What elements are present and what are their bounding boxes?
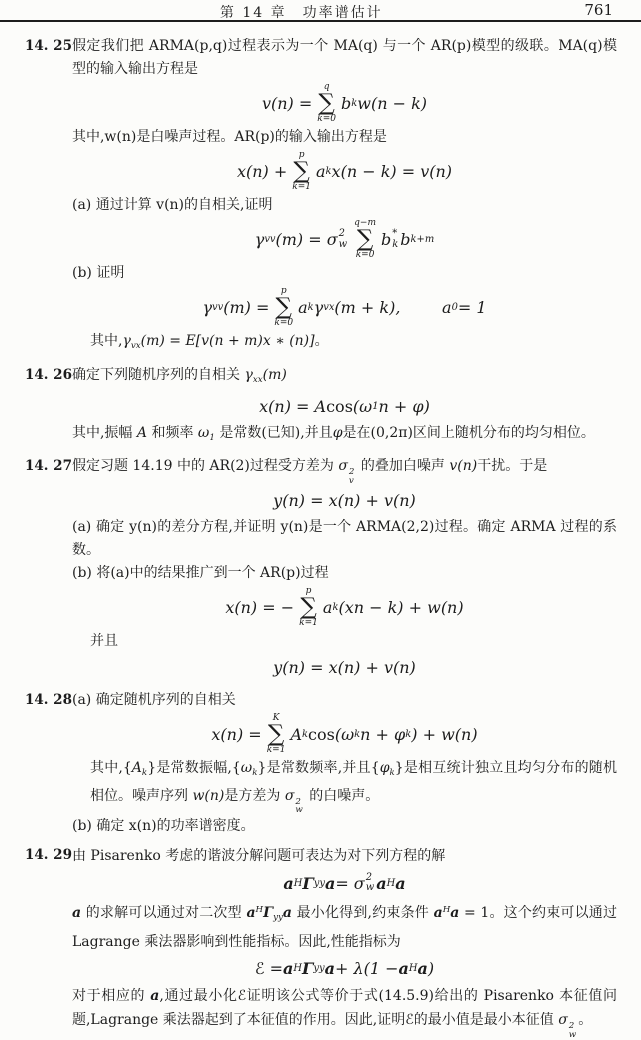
closing-paragraph: 对于相应的 a,通过最小化ℰ证明该公式等价于式(14.5.9)给出的 Pisarenko 本征值问题,Lagrange 乘法器起到了本征值的作用。因此,证明ℰ的最小值是最小本征值 σ 2 w 。 xyxy=(71,987,617,1040)
page-number: 761 xyxy=(584,1,613,19)
display-formula-autocorr: γ vv (m) = σ 2 w q−m ∑ k=0 b * k b k+m xyxy=(254,218,435,260)
problem-14-27 xyxy=(25,455,617,683)
display-formula-harmonics: x(n) = K ∑ k=1 A k cos (ω k n + φ k ) + w(n) xyxy=(211,712,478,755)
problem-intro: 确定下列随机序列的自相关 γxx(m) xyxy=(71,366,287,385)
display-formula-sum-noise-2: y(n) = x(n) + v(n) xyxy=(273,658,416,678)
problem-number: 14. 25 xyxy=(25,38,72,54)
problem-number: 14. 28 xyxy=(25,691,72,708)
formula-note: 其中,{Ak}是常数振幅,{ωk}是常数频率,并且{φk}是相互统计独立且均匀分布的随机相位。噪声序列 w(n)是方差为 σ 2 w 的白噪声。 xyxy=(89,759,618,816)
formula-note: 其中,w(n)是白噪声过程。AR(p)的输入输出方程是 xyxy=(71,129,387,145)
sub-item-a: (a) 通过计算 v(n)的自相关,证明 xyxy=(71,197,273,213)
problem-intro: (a) 确定随机序列的自相关 xyxy=(71,691,236,708)
problem-intro: 假定我们把 ARMA(p,q)过程表示为一个 MA(q) 与一个 AR(p)模型的级联。MA(q)模型的输入输出方程是 xyxy=(71,38,617,77)
display-formula-sum-noise: y(n) = x(n) + v(n) xyxy=(273,491,416,511)
page-header xyxy=(0,0,641,20)
sub-item-b: (b) 将(a)中的结果推广到一个 AR(p)过程 xyxy=(71,564,329,581)
problem-number: 14. 27 xyxy=(25,458,72,475)
problem-body xyxy=(72,844,617,1039)
problem-body xyxy=(72,364,617,450)
sub-item-b: (b) 确定 x(n)的功率谱密度。 xyxy=(71,818,255,835)
problem-14-25 xyxy=(25,35,617,358)
problem-number: 14. 26 xyxy=(25,366,72,383)
problem-14-26 xyxy=(25,364,617,450)
sub-item-b: (b) 证明 xyxy=(71,265,125,281)
display-formula-eigen: a H Γ yy a = σ 2 w a H a xyxy=(283,872,406,894)
problem-body xyxy=(72,35,617,358)
formula-note: 其中,γvx(m) = E[v(n + m)x ∗ (n)]。 xyxy=(89,333,329,351)
display-formula-arp: x(n) = − p ∑ k=1 a k (xn − k) + w(n) xyxy=(225,585,464,628)
problem-intro: 假定习题 14.19 中的 AR(2)过程受方差为 σ 2 v 的叠加白噪声 v(n)干扰。于是 xyxy=(71,458,548,487)
problems-list xyxy=(0,22,641,1039)
problem-body xyxy=(72,689,617,838)
problem-14-29 xyxy=(25,844,617,1039)
formula-note: 其中,振幅 A 和频率 ω1 是常数(已知),并且φ是在(0,2π)区间上随机分布的均匀相位。 xyxy=(71,424,595,443)
display-formula-cosine: x(n) = A cos (ω 1 n + φ) xyxy=(259,397,430,417)
display-formula-performance: ℰ = a H Γ yy a + λ(1 − a H a ) xyxy=(254,959,435,979)
connector-text: 并且 xyxy=(89,632,118,649)
problem-number: 14. 29 xyxy=(25,847,72,864)
display-formula-proof: γ vv (m) = p ∑ k=0 a k γ vx (m + k), a 0 = 1 xyxy=(202,286,487,328)
display-formula-ma: v(n) = q ∑ k=0 b k w(n − k) xyxy=(261,82,428,124)
problem-14-28 xyxy=(25,689,617,838)
display-formula-ar: x(n) + p ∑ k=1 a k x(n − k) = v(n) xyxy=(236,150,453,192)
problem-intro: 由 Pisarenko 考虑的谐波分解问题可表达为对下列方程的解 xyxy=(71,848,446,865)
problem-paragraph: a 的求解可以通过对二次型 $a^H\Gamma yya$ 最小化得到,约束条件 $a^Ha = 1$。这个约束可以通过 Lagrange 乘法器影响到性能指标。因此,性能指标为 xyxy=(71,905,617,950)
chapter-title: 第 14 章 功率谱估计 xyxy=(219,5,383,21)
problem-body xyxy=(72,455,617,683)
sub-item-a: (a) 确定 y(n)的差分方程,并证明 y(n)是一个 ARMA(2,2)过程。确定 ARMA 过程的系数。 xyxy=(71,518,617,558)
